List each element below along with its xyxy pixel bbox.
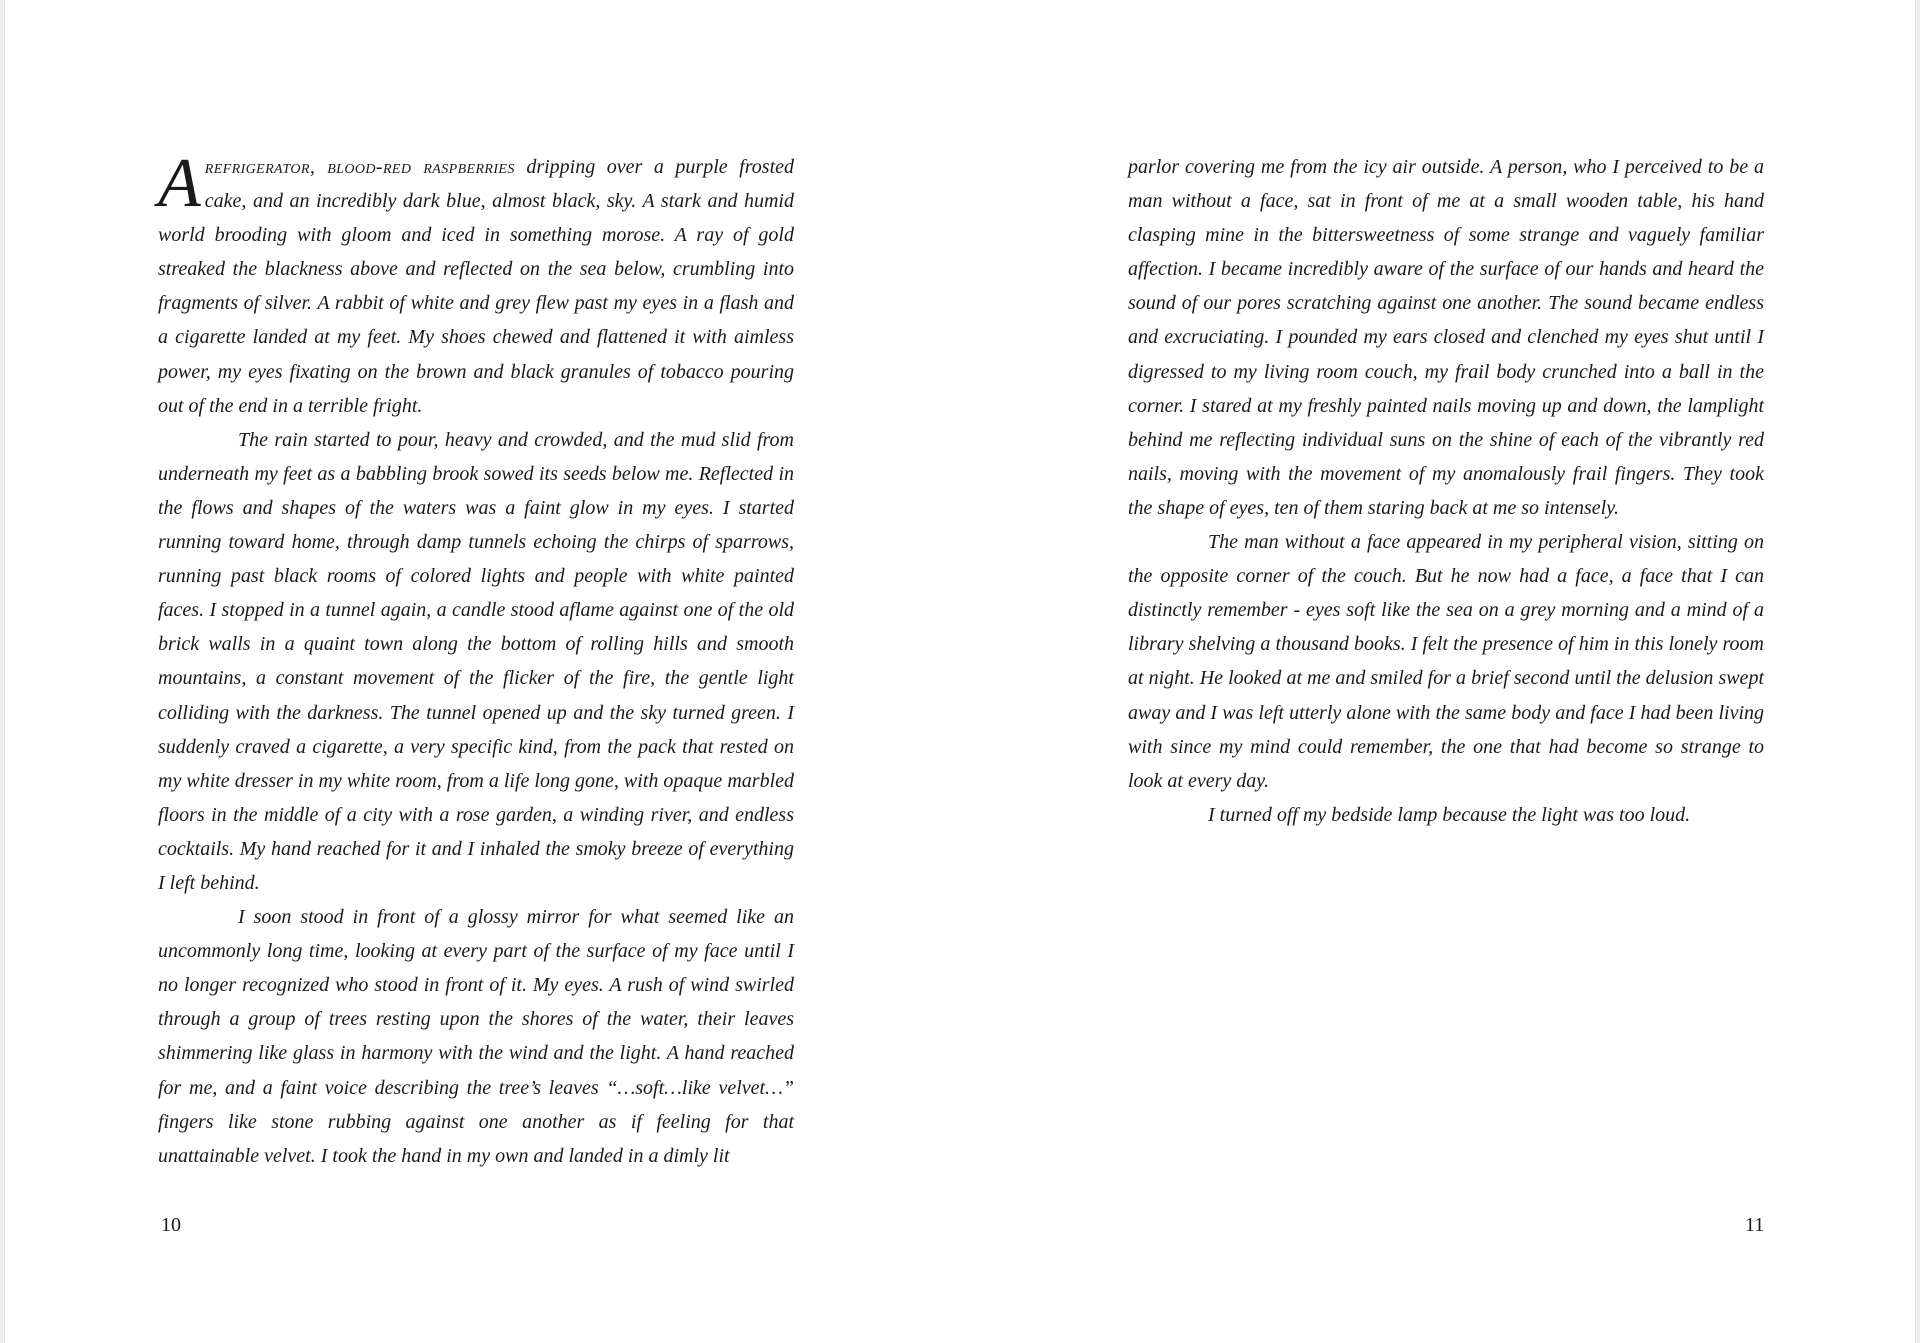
left-paragraph-1-text: dripping over a purple frosted cake, and an incredibly dark blue, almost black, sky. A stark and humid world brooding with gloom and iced in something morose. A ray of gold streaked the blackness above and reflected on the sea below, crumbling into fragments of silver. A rabbit of white and grey flew past my eyes in a flash and a cigarette landed at my feet. My shoes chewed and flattened it with aimless power, my eyes fixating on the brown and black granules of tobacco pouring out of the end in a terrible fright. (158, 156, 794, 417)
right-paragraph-2: The man without a face appeared in my peripheral vision, sitting on the opposite corner of the couch. But he now had a face, a face that I can distinctly remember - eyes soft like the sea on a grey morning and a mind of a library shelving a thousand books. I felt the presence of him in this lonely room at night. He looked at me and smiled for a brief second until the delusion swept away and I was left utterly alone with the same body and face I had been living with since my mind could remember, the one that had become so strange to look at every day. (1128, 531, 1764, 792)
right-page-text (1128, 150, 1764, 832)
drop-cap: A (158, 145, 201, 222)
right-paragraph-1: parlor covering me from the icy air outside. A person, who I perceived to be a man without a face, sat in front of me at a small wooden table, his hand clasping mine in the bittersweetness of some strange and vaguely familiar affection. I became incredibly aware of the surface of our hands and heard the sound of our pores scratching against one another. The sound became endless and excruciating. I pounded my ears closed and clenched my eyes shut until I digressed to my living room couch, my frail body crunched into a ball in the corner. I stared at my freshly painted nails moving up and down, the lamplight behind me reflecting individual suns on the shine of each of the vibrantly red nails, moving with the movement of my anomalously frail fingers. They took the shape of eyes, ten of them staring back at me so intensely. (1128, 156, 1764, 519)
left-page (158, 145, 794, 1250)
opening-small-caps: refrigerator, blood-red raspberries (204, 156, 515, 178)
left-page-text (158, 145, 794, 1173)
right-paragraph-3: I turned off my bedside lamp because the light was too loud. (1208, 803, 1691, 826)
left-paragraph-1 (158, 145, 794, 423)
left-paragraph-3: I soon stood in front of a glossy mirror for what seemed like an uncommonly long time, looking at every part of the surface of my face until I no longer recognized who stood in front of it. My eyes. A rush of wind swirled through a group of trees resting upon the shores of the water, their leaves shimmering like glass in harmony with the wind and the light. A hand reached for me, and a faint voice describing the tree’s leaves “…soft…like velvet…” fingers like stone rubbing against one another as if feeling for that unattainable velvet. I took the hand in my own and landed in a dimly lit (158, 906, 794, 1167)
page-number-left: 10 (161, 1214, 181, 1236)
book-spread (4, 0, 1916, 1343)
page-number-right: 11 (1745, 1214, 1765, 1236)
left-paragraph-2: The rain started to pour, heavy and crowded, and the mud slid from underneath my feet as a babbling brook sowed its seeds below me. Reflected in the flows and shapes of the waters was a faint glow in my eyes. I started running toward home, through damp tunnels echoing the chirps of sparrows, running past black rooms of colored lights and people with white painted faces. I stopped in a tunnel again, a candle stood aflame against one of the old brick walls in a quaint town along the bottom of rolling hills and smooth mountains, a constant movement of the flicker of the fire, the gentle light colliding with the darkness. The tunnel opened up and the sky turned green. I suddenly craved a cigarette, a very specific kind, from the pack that rested on my white dresser in my white room, from a life long gone, with opaque marbled floors in the middle of a city with a rose garden, a winding river, and endless cocktails. My hand reached for it and I inhaled the smoky breeze of everything I left behind. (158, 428, 794, 894)
right-page (1128, 150, 1764, 1250)
